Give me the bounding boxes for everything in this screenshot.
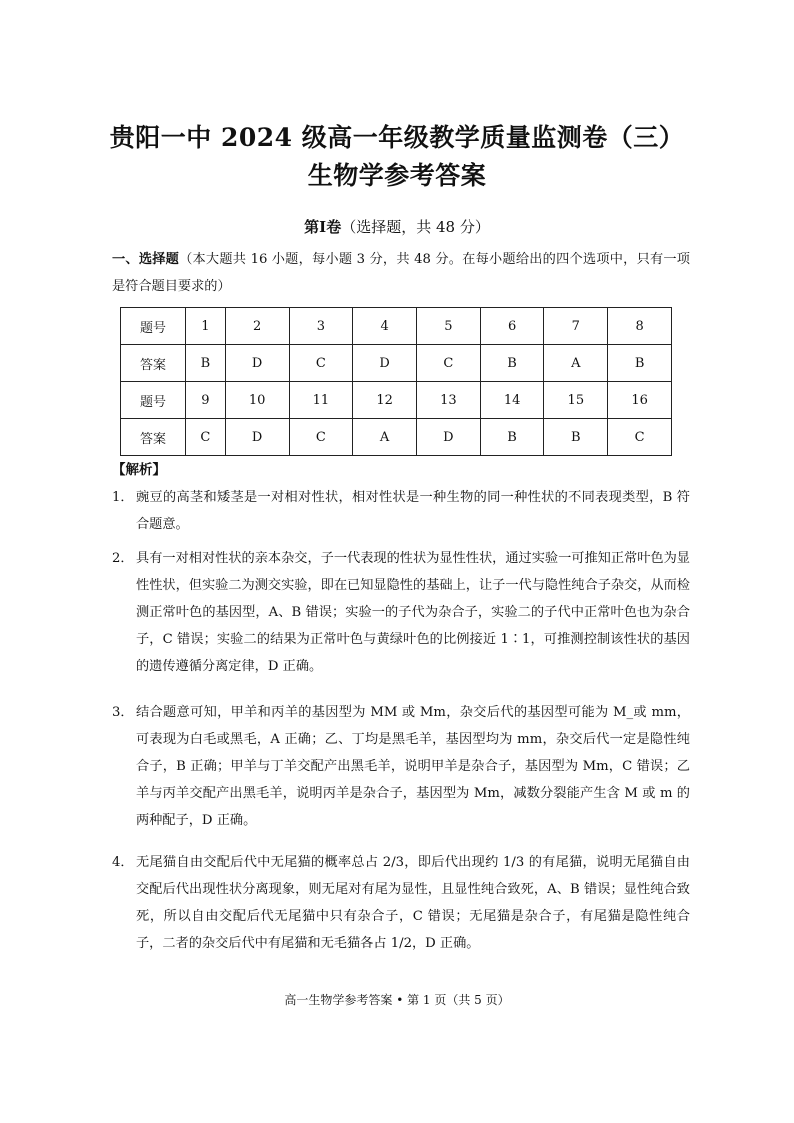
volume-note: （选择题，共 48 分）	[341, 218, 490, 236]
item-text: 具有一对相对性状的亲本杂交，子一代表现的性状为显性性状，通过实验一可推知正常叶色为显性性状，但实验二为测交实验，即在已知显隐性的基础上，让子一代与隐性纯合子杂交，从而检测正常叶色的基因型，A、B 错误；实验一的子代为杂合子，实验二的子代中正常叶色也为杂合子，C 错误；实验二的结果为正常叶色与黄绿叶色的比例接近 1∶1，可推测控制该性状的基因的遗传遵循分离定律，D 正确。	[136, 551, 690, 674]
analysis-item	[112, 484, 690, 538]
item-text: 结合题意可知，甲羊和丙羊的基因型为 MM 或 Mm，杂交后代的基因型可能为 M_或 mm，可表现为白毛或黑毛，A 正确；乙、丁均是黑毛羊，基因型均为 mm，杂交后代一定是隐性纯合子，B 正确；甲羊与丁羊交配产出黑毛羊，说明甲羊是杂合子，基因型为 Mm，C 错误；乙羊与丙羊交配产出黑毛羊，说明丙羊是杂合子，基因型为 Mm，减数分裂能产生含 M 或 m 的两种配子，D 正确。	[136, 705, 690, 828]
item-text: 无尾猫自由交配后代中无尾猫的概率总占 2/3，即后代出现约 1/3 的有尾猫，说明无尾猫自由交配后代出现性状分离现象，则无尾对有尾为显性，且显性纯合致死，A、B 错误；显性纯合致死，所以自由交配后代无尾猫中只有杂合子，C 错误；无尾猫是杂合子，有尾猫是隐性纯合子，二者的杂交后代中有尾猫和无毛猫各占 1/2，D 正确。	[136, 855, 690, 951]
table-cell: 16	[608, 382, 672, 419]
table-row	[121, 308, 672, 345]
volume-label: 第Ⅰ卷	[304, 218, 342, 236]
table-cell: D	[416, 419, 480, 456]
table-cell: 13	[416, 382, 480, 419]
item-text: 豌豆的高茎和矮茎是一对相对性状，相对性状是一种生物的同一种性状的不同表现类型，B 符合题意。	[136, 490, 690, 532]
table-cell: A	[353, 419, 417, 456]
table-cell: 6	[480, 308, 544, 345]
answer-key-title: 生物学参考答案	[307, 161, 487, 190]
analysis-item	[112, 849, 690, 957]
table-cell: 1	[186, 308, 226, 345]
table-cell: 题号	[121, 382, 186, 419]
exam-title: 贵阳一中 2024 级高一年级教学质量监测卷（三）	[109, 123, 685, 152]
table-cell: 8	[608, 308, 672, 345]
table-cell: 9	[186, 382, 226, 419]
table-cell: 12	[353, 382, 417, 419]
table-cell: C	[289, 419, 353, 456]
analysis-item	[112, 545, 690, 680]
table-cell: 7	[544, 308, 608, 345]
table-cell: 3	[289, 308, 353, 345]
section-1-intro	[112, 246, 690, 300]
table-cell: D	[225, 419, 289, 456]
table-cell: C	[289, 345, 353, 382]
table-row	[121, 419, 672, 456]
table-row	[121, 382, 672, 419]
table-cell: B	[480, 419, 544, 456]
table-cell: D	[353, 345, 417, 382]
table-cell: 5	[416, 308, 480, 345]
table-row	[121, 345, 672, 382]
table-cell: C	[186, 419, 226, 456]
item-number: 3．	[112, 705, 134, 720]
table-cell: 2	[225, 308, 289, 345]
table-cell: A	[544, 345, 608, 382]
table-cell: C	[416, 345, 480, 382]
section-1-head: 一、选择题	[112, 252, 180, 267]
table-cell: 答案	[121, 419, 186, 456]
table-cell: 答案	[121, 345, 186, 382]
table-cell: D	[225, 345, 289, 382]
table-cell: B	[186, 345, 226, 382]
table-cell: 题号	[121, 308, 186, 345]
table-cell: 4	[353, 308, 417, 345]
table-cell: 14	[480, 382, 544, 419]
analysis-item	[112, 699, 690, 834]
volume-heading	[0, 216, 794, 237]
answer-table	[120, 307, 672, 456]
table-cell: 11	[289, 382, 353, 419]
section-1-desc: （本大题共 16 小题，每小题 3 分，共 48 分。在每小题给出的四个选项中，只有一项是符合题目要求的）	[112, 252, 690, 294]
item-number: 1．	[112, 490, 134, 505]
table-cell: 15	[544, 382, 608, 419]
item-number: 4．	[112, 855, 134, 870]
table-cell: B	[608, 345, 672, 382]
table-cell: B	[480, 345, 544, 382]
table-cell: C	[608, 419, 672, 456]
table-cell: B	[544, 419, 608, 456]
item-number: 2．	[112, 551, 134, 566]
table-cell: 10	[225, 382, 289, 419]
analysis-label: 【解析】	[112, 462, 166, 478]
page-footer: 高一生物学参考答案 • 第 1 页（共 5 页）	[284, 993, 510, 1007]
